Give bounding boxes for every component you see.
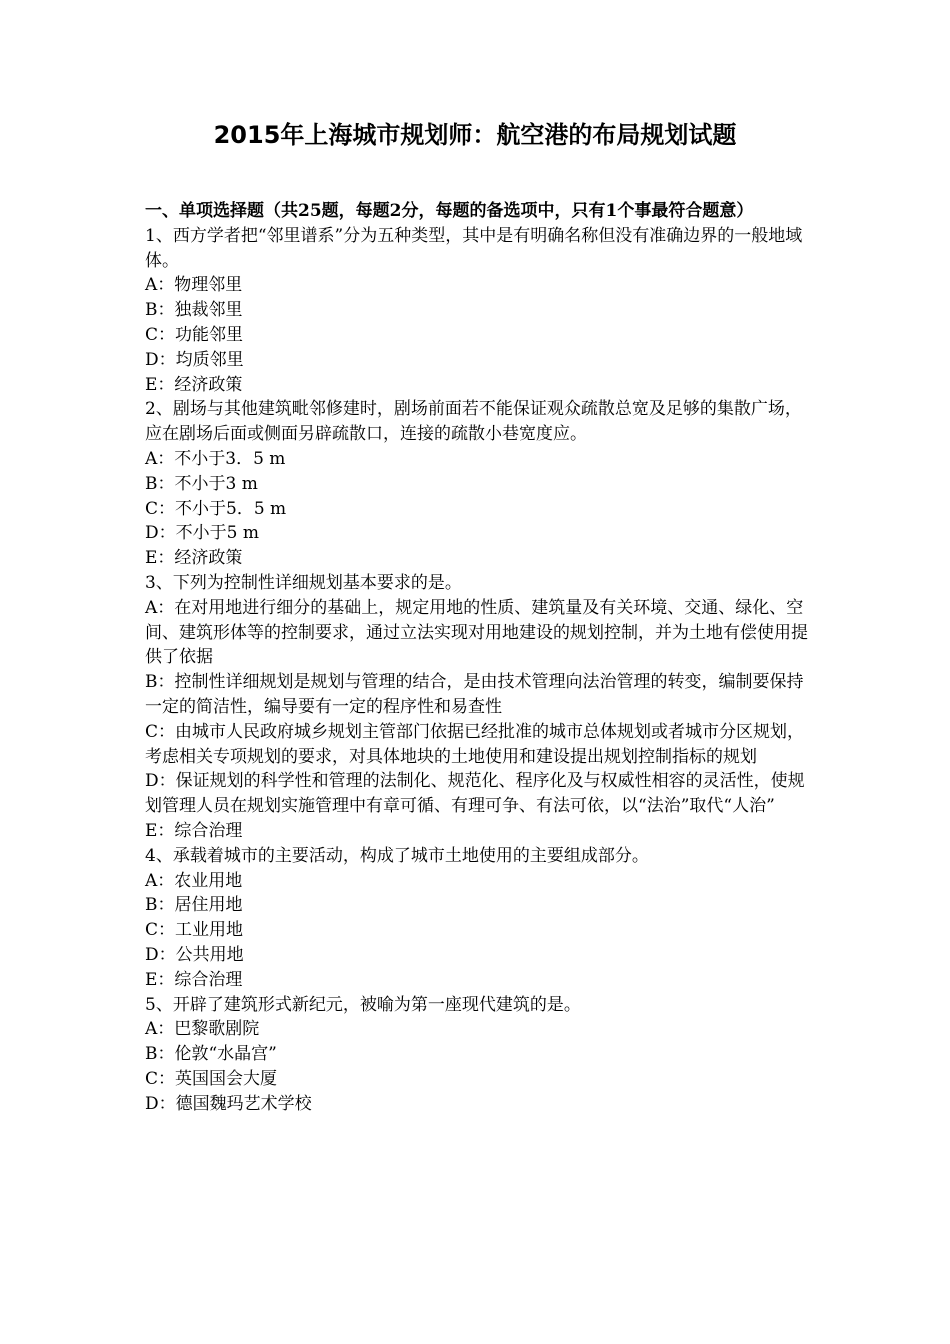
- question-4-option-b: B：居住用地: [145, 895, 243, 916]
- document-title: 2015年上海城市规划师：航空港的布局规划试题: [213, 121, 737, 149]
- question-1-option-e: E：经济政策: [145, 374, 243, 395]
- question-1-stem: 1、西方学者把“邻里谱系”分为五种类型，其中是有明确名称但没有准确边界的一般地域体。: [145, 225, 803, 271]
- question-1-option-d: D：均质邻里: [145, 349, 244, 370]
- question-4-option-c: C：工业用地: [145, 920, 244, 941]
- question-4-option-d: D：公共用地: [145, 944, 244, 965]
- question-2-option-d: D：不小于5 m: [145, 523, 259, 544]
- question-3-option-d: D：保证规划的科学性和管理的法制化、规范化、程序化及与权威性相容的灵活性，使规划管理人员在规划实施管理中有章可循、有理可争、有法可依，以“法治”取代“人治”: [145, 771, 805, 817]
- question-3-option-c: C：由城市人民政府城乡规划主管部门依据已经批准的城市总体规划或者城市分区规划，考虑相关专项规划的要求，对具体地块的土地使用和建设提出规划控制指标的规划: [145, 721, 805, 767]
- question-2-option-b: B：不小于3 m: [145, 473, 258, 494]
- question-3-option-e: E：综合治理: [145, 820, 243, 841]
- question-1-option-b: B：独裁邻里: [145, 300, 243, 321]
- question-2-stem: 2、剧场与其他建筑毗邻修建时，剧场前面若不能保证观众疏散总宽及足够的集散广场，应在剧场后面或侧面另辟疏散口，连接的疏散小巷宽度应。: [145, 399, 802, 445]
- question-4-stem: 4、承载着城市的主要活动，构成了城市土地使用的主要组成部分。: [145, 845, 649, 866]
- question-5-option-d: D：德国魏玛艺术学校: [145, 1093, 312, 1114]
- question-5-option-a: A：巴黎歌剧院: [145, 1019, 260, 1040]
- question-1-option-c: C：功能邻里: [145, 324, 244, 345]
- question-1-option-a: A：物理邻里: [145, 275, 243, 296]
- question-4-option-e: E：综合治理: [145, 969, 243, 990]
- question-4-option-a: A：农业用地: [145, 870, 243, 891]
- question-2-option-e: E：经济政策: [145, 548, 243, 569]
- question-3-option-b: B：控制性详细规划是规划与管理的结合，是由技术管理向法治管理的转变，编制要保持一定的简洁性，编导要有一定的程序性和易查性: [145, 672, 804, 717]
- document-body: [145, 199, 817, 1116]
- question-5-option-b: B：伦敦“水晶宫”: [145, 1044, 277, 1065]
- question-3-stem: 3、下列为控制性详细规划基本要求的是。: [145, 572, 462, 593]
- question-5-stem: 5、开辟了建筑形式新纪元，被喻为第一座现代建筑的是。: [145, 994, 581, 1015]
- question-2-option-a: A：不小于3．5 m: [145, 448, 286, 469]
- question-2-option-c: C：不小于5．5 m: [145, 498, 287, 519]
- section-heading: 一、单项选择题（共25题，每题2分，每题的备选项中，只有1个事最符合题意）: [145, 201, 754, 221]
- question-5-option-c: C：英国国会大厦: [145, 1068, 278, 1089]
- question-3-option-a: A：在对用地进行细分的基础上，规定用地的性质、建筑量及有关环境、交通、绿化、空间、建筑形体等的控制要求，通过立法实现对用地建设的规划控制，并为土地有偿使用提供了依据: [145, 597, 808, 668]
